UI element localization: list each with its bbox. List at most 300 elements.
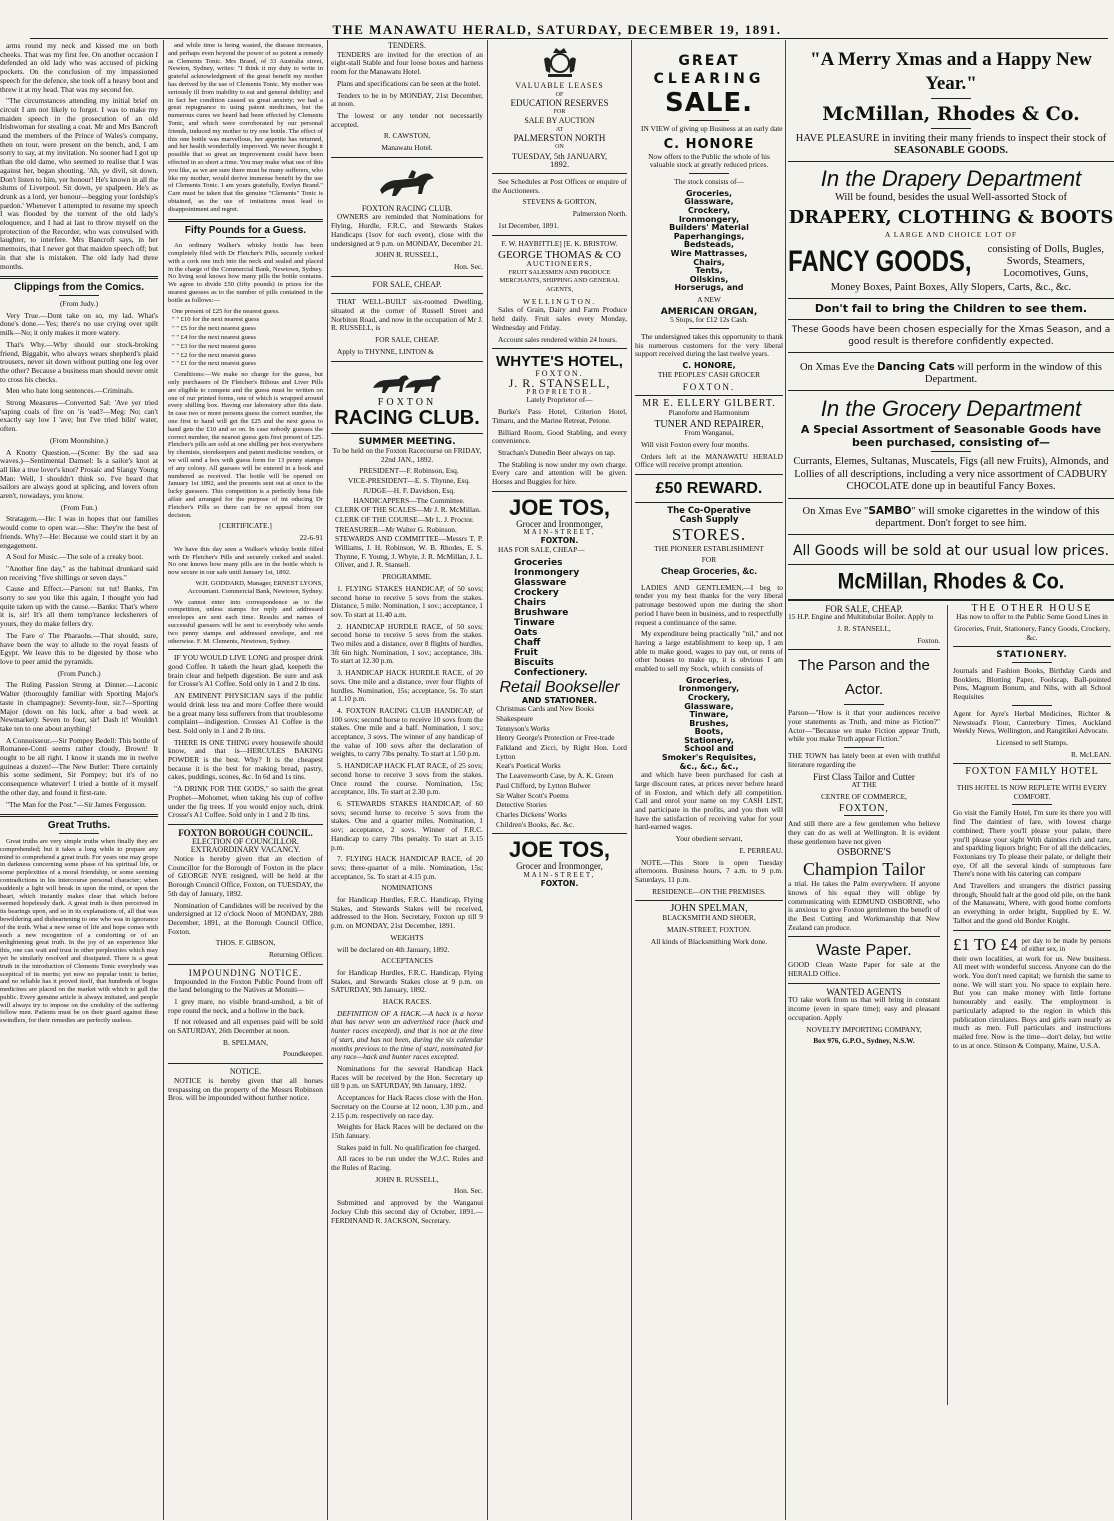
sambo-pre-text: On Xmas Eve " — [802, 505, 869, 517]
article-paragraph: "The circumstances attending my initial brief on circuit I am not likely to forget. I was to make my maiden speech in the prosecution of an old Irishwoman for stealing a coat. Mr and Mrs Bancroft and the members of the Prince of Wales's company, then on tour, were present on the bench, and, I am sorry to say, at my invitation. No sooner had I got up than the old dame, who seemed to realise that I was against her, began shouting, 'Ah, ye divil, sit down. Don't listen to him, yer honour! He's known in all the slums of Liverpool. Sit down, ye spalpeen. He's as drunk as a lord, yer honour—begging your lordship's pardon.' Whenever I attempted to resume my speech I was flooded by the torrent of the old lady's eloquence, and I had at last to throw myself on the protection of the Recorder, who was convulsed with laughter, to interfere. Mrs Bancroft says, in her memoirs, that I never got that maiden speech off; but in that she is mistaken. The old lady had three months. — [0, 96, 158, 271]
servant-label: Your obedient servant, — [675, 834, 743, 844]
hotel-paragraph: Burke's Pass Hotel, Criterion Hotel, Timaru, and the Marine Retreat, Petone. — [492, 407, 627, 425]
goods-item: Glassware, — [684, 197, 734, 207]
family-hotel-poem: Go visit the Family Hotel, I'm sure its there you will find The daintiest of fare, with lowest charge combined; There you'll please your palate, there you'll please your sight With dainties rich and rare, and sparkling liquors bright; For of all the delicacies, Foxtonians try To please their palate, or delight their eye, Of all the several kinds of sumptuous fare There's none with his catering can compare — [953, 808, 1111, 879]
leases-line: VALUABLE LEASES — [515, 81, 604, 90]
officer: PRESIDENT—F. Robinson, Esq. — [359, 466, 459, 476]
organ-heading: AMERICAN ORGAN, — [660, 306, 758, 317]
hack-paragraph: Stakes paid in full. No qualification fee charged. — [337, 1142, 481, 1152]
prize-item: " " £4 for the next nearest guess — [172, 334, 256, 341]
approval-paragraph: Submitted and approved by the Wanganui Jockey Club this second day of October, 1891.—FERDINAND R. JACKSON, Secretary. — [331, 1198, 483, 1225]
small-rule — [689, 328, 729, 329]
auctioneers-paragraph: Sales of Grain, Dairy and Farm Produce held daily. Fruit sales every Monday, Wednesday and Friday. — [492, 305, 627, 332]
books-list — [492, 705, 627, 829]
council-subheading: EXTRAORDINARY VACANCY. — [190, 845, 301, 855]
sale-subheading: FOR SALE, CHEAP. — [375, 335, 439, 345]
coop-goods-list — [635, 677, 783, 772]
rule — [788, 298, 1114, 299]
clipping-paragraph: "Another fine day," as the habitual drunkard said on receiving "five shillings or seven days." — [0, 563, 158, 582]
officer: CLERK OF THE SCALES—Mr J. R. McMillan. — [335, 505, 481, 515]
book-item: Paul Clifford, by Lytton Bulwer — [496, 780, 591, 790]
goods-item: Crockery, — [687, 692, 731, 702]
gilbert-subheading: Pianoforte and Harmonium — [668, 407, 750, 417]
coffee-ad: "A DRINK FOR THE GODS," so saith the great Prophet—Mohomet, when taking his cup of coffee under the fig trees. If you would enjoy such, drink Crosse's A1 Coffee. Sold only in 1 and 2 lb tins. — [168, 784, 323, 820]
leases-date: 1st December, 1891. — [498, 220, 559, 230]
earnings-row — [953, 935, 1111, 955]
tenders-paragraph: The lowest or any tender not necessarily accepted. — [331, 110, 483, 129]
mcmillan-heading: McMillan, Rhodes & Co. — [822, 103, 1080, 125]
rule — [492, 173, 627, 174]
thanks-paragraph: The undersigned takes this opportunity to thank his numerous customers for the very liberal support received during the last twelve years. — [635, 332, 783, 359]
racing-club-big-heading: RACING CLUB. — [334, 407, 480, 430]
sale-big-heading: SALE. — [664, 88, 754, 118]
osborne-heading: OSBORNE'S — [836, 847, 892, 859]
goods-item: Oilskins, — [689, 274, 729, 284]
prize-item: " " £2 for the next nearest guess — [172, 351, 256, 359]
column-divider — [487, 40, 488, 1520]
at-the-label: AT THE — [851, 780, 877, 790]
impound-paragraph: Impounded in the Foxton Public Pound from off the land belonging to the Natives at Motuiti— — [168, 976, 323, 995]
grocery-department-heading: In the Grocery Department — [820, 396, 1082, 421]
source-label: (From Moonshine.) — [50, 435, 108, 445]
honore-offer: Now offers to the Public the whole of his valuable stock at greatly reduced prices. — [648, 151, 770, 170]
book-item: Keat's Poetical Works — [496, 761, 561, 771]
goods-item: Oats — [514, 627, 538, 638]
rule — [635, 900, 783, 901]
auctioneers-trades: FRUIT SALESMEN AND PRODUCE MERCHANTS, SHIPPING AND GENERAL AGENTS, — [499, 268, 620, 294]
council-paragraph: Nomination of Candidates will be received by the undersigned at 12 o'clock Noon of MONDAY, 28th December, 1891, at the Borough Council Office, Foxton. — [168, 900, 323, 936]
gentlemen-paragraph: And still there are a few gentlemen who believe they can do as well at Wellington. It is evident these gentlemen have not given — [788, 819, 940, 846]
family-hotel-subheading: THIS HOTEL IS NOW REPLETE WITH EVERY COMFORT. — [956, 783, 1108, 801]
truths-paragraph: Great truths are very simple truths when finally they are comprehended; but it takes a long while to prepare any mind to comprehend a great truth. For years one may grope in darkness concerning some phase of his spiritual life, or some perplexities of a moral friendship, or some seeming contradictions in his intercourse personal character; when suddenly a light will break in upon the mind, or upon the heart, which instantly makes clear that which before seemed hopelessly dark. A great truth is then perceived in its bearings upon, and so in its explanations of, all that was bewildering and disheartening to one who was in ignorance of the truth. What a new sense of life and hope comes with such a new recognition of a comforting or of an enlightening great truth. In the joy of an experience like this, one can wait and trust in other perplexities which may yet be similarly resolved and dissipated. There is a great truth in the introduction of Clements Tonic everybody was sceptical of its merits; yet now no popular tonic is better, and no reliable has it proved itself, that hundreds of bogus medicines are placed on the market with which to gull the public. Every genuine article is always imitated, and people will always try to impose on the credulity of the suffering fellow men. Patients must be on their guard against these swindlers, for their remedies are perfectly useless. — [0, 837, 158, 1025]
goods-item: Ironmongery, — [678, 684, 740, 694]
earnings-heading: £1 TO £4 — [953, 934, 1018, 954]
rule — [788, 534, 1114, 535]
store-hours-note: NOTE.—This Store is open Tuesday afternoons. Business hours, 7 a.m. to 9 p.m. Saturdays, 11 p.m. — [635, 857, 783, 884]
tenders-paragraph: Tenders to be in by MONDAY, 21st December, at noon. — [331, 90, 483, 109]
sambo-text: SAMBO — [868, 504, 912, 517]
certificate-date: 22-6-91 — [299, 533, 323, 543]
programme-heading: PROGRAMME. — [382, 572, 432, 582]
novelty-company: NOVELTY IMPORTING COMPANY, — [806, 1024, 922, 1034]
family-hotel-poem: And Travellers and strangers the district passing through, Should halt at the good old pile, on the bank of the Manawatu, Where, with good home comforts an everything in order bright, Supplied by E. W. Talbot and the good old Border Knight. — [953, 881, 1111, 925]
spelman-address: MAIN-STREET. FOXTON. — [666, 924, 752, 934]
rule — [953, 763, 1111, 764]
goods-item: Brushes, — [689, 718, 729, 728]
joe-tos-street: MAIN-STREET, — [523, 871, 596, 880]
stationery-paragraph: Journals and Fashion Books, Birthday Cards and Booklets, Blotting Paper, Foolscap, Ball-pointed Pens, Magnum Bonum, and Nibs, with all School Requisites — [953, 666, 1111, 702]
column-divider — [947, 605, 948, 1405]
column-5 — [635, 42, 783, 1512]
clipping-paragraph: The Ruling Passion Strong at Dinner.—Laconic Walter (thoroughly familiar with Sporting Major's taste in champagne): Seventy-four, sir.?—Sporting Major (down on his luck, after a bad week at Newmarket): Seven to four, sir! Dash it! Wouldn't take ten to one about anything! — [0, 680, 158, 733]
town-paragraph: THE TOWN has lately been at even with truthful literature regarding the — [788, 751, 940, 769]
seasonable-goods-text: SEASONABLE GOODS. — [894, 145, 1008, 156]
pioneer-label: THE PIONEER ESTABLISHMENT — [654, 543, 764, 553]
lower-left-column — [788, 605, 940, 1050]
goods-item: Boots, — [694, 727, 724, 737]
rule — [788, 936, 940, 937]
george-thomas-heading: GEORGE THOMAS & CO — [498, 249, 621, 262]
joe-tos-paragraph: HAS FOR SALE, CHEAP— — [498, 544, 585, 554]
small-rule — [844, 815, 884, 816]
column-divider — [163, 40, 164, 1520]
column-divider — [631, 40, 632, 1520]
racing-signature-title: Hon. Sec. — [454, 261, 483, 271]
organ-price: 5 Stops, for £12 12s Cash. — [670, 315, 748, 325]
tenders-signature-title: Manawatu Hotel. — [381, 143, 433, 153]
usual-prices-heading: All Goods will be sold at our usual low prices. — [792, 542, 1110, 559]
council-signature-title: Returning Officer. — [268, 950, 323, 960]
novelty-address: Box 976, G.P.O., Sydney, N.S.W. — [813, 1036, 915, 1046]
rule — [788, 649, 940, 650]
racing-paragraph: OWNERS are reminded that Nominations for Flying, Hurdle, F.R.C, and Stewards Stakes Handicaps (1sov for each event), close with the undersigned at 9 p.m. on MONDAY, December 21. — [331, 212, 483, 248]
fancy-goods-row — [788, 244, 1114, 280]
rule — [788, 352, 1114, 353]
chosen-paragraph: These Goods have been chosen especially for the Xmas Season, and a good result is therefore confidently expected. — [791, 325, 1111, 347]
tenders-paragraph: Plans and specifications can be seen at the hotel. — [337, 78, 481, 88]
stationery-heading: STATIONERY. — [996, 650, 1068, 661]
clipping-paragraph: Strong Measures—Converted Sal: 'Ave yer tried 'saping coals of fire on 'is 'ead?—Meg: No; can't exactly say low I 'ave; but I've tried bilin' water, often. — [0, 398, 158, 434]
tenders-paragraph: TENDERS are invited for the erection of an eight-stall Stable and four loose boxes and harness room for the Manawatu Hotel. — [331, 49, 483, 77]
hack-paragraph: Acceptances for Hack Races close with the Hon. Secretary on the Course at 12 noon, 1.30 p.m., and 2.15 p.m. respectively on race day. — [331, 1093, 483, 1120]
racing-club-town: FOXTON — [377, 396, 437, 408]
drapery-paragraph: Will be found, besides the usual Well-assorted Stock of — [834, 192, 1068, 203]
rule — [788, 498, 1114, 499]
prize-item: One present of £25 for the nearest guess. — [172, 307, 280, 315]
clipping-paragraph: Men who hate long sentences.—Criminals. — [6, 386, 134, 396]
prize-list — [168, 308, 323, 369]
auctioneers-paragraph: Account sales rendered within 24 hours. — [498, 334, 618, 344]
small-rule — [1012, 705, 1052, 706]
nominations-heading: NOMINATIONS — [381, 883, 433, 893]
dancing-cats-text: Dancing Cats — [876, 361, 955, 373]
certificate-heading: [CERTIFICATE.] — [219, 521, 272, 531]
rule — [953, 930, 1111, 931]
rule — [788, 564, 1114, 565]
clipping-paragraph: Very True.—Dont take on so, my lad. What's done's done.—Yes; there's no use crying over spilt milk—No; it only makes it more watery. — [0, 310, 158, 338]
goods-item: Ironmongery — [514, 567, 580, 578]
hack-paragraph: Nominations for the several Handicap Hack Races will be received by the Hon. Secretary up till 9 p.m. on SATURDAY, 9th January, 1892. — [331, 1063, 483, 1091]
cheap-groceries-heading: Cheap Groceries, &c. — [660, 566, 758, 577]
small-rule — [59, 295, 99, 296]
leases-line: OF — [555, 91, 564, 98]
mcmillan-footer-heading: McMillan, Rhodes & Co. — [837, 569, 1065, 594]
proprietor-name: J. R. STANSELL, — [508, 375, 611, 390]
leases-line: TUESDAY, 5th JANUARY, — [511, 150, 608, 161]
rule — [788, 599, 1114, 601]
small-rule — [931, 451, 971, 452]
engine-sale-paragraph: 15 H.P. Engine and Multitubular Boiler. Apply to — [788, 612, 934, 622]
reward-heading: £50 REWARD. — [655, 480, 763, 498]
clipping-paragraph: A Knotty Question.—(Scene: By the sad sea waves.)—Sentimental Damsel: Is a sailor's knot at all like a true lover's knot? Prosaic and Slangy Young Man: Well, I shouldn't think so. I've heard that sailors are always good at splicing, and lovers often aren't, nowadays, you know. — [0, 447, 158, 501]
goods-item: Groceries, — [685, 675, 733, 685]
cats-pre-text: On Xmas Eve the — [799, 362, 875, 373]
fifty-paragraph: An ordinary Walker's whisky bottle has been completely filed with Dr Fletcher's Pills, securely corked with a cork one inch into the neck and sealed and placed in the charge of the Commercial Bank, Newtown, Sydney. No living soul knows how many pills the bottle contains. We agree to divide £50 (fifty pounds) in prizes for the nearest guesses as to the number of pills contained in the bottle as follows:— — [168, 242, 323, 304]
certificate-note: We cannot enter into correspondence as to the competition, unless stamps for reply and addressed envelopes are sent each time. Results and names of successful guessers will be sent to everybody who sends two penny stamps and addressed envelope, and not otherwise. F. M. Clements, Newtown, Sydney. — [168, 598, 323, 645]
grocery-paragraph: Currants, Elemes, Sultanas, Muscatels, Figs (all new Fruits), Almonds, and Lollies of all descriptions, including a very nice assortment of CADBURY CHOCOLATE done up in beautiful Fancy Boxes. — [793, 456, 1109, 492]
impound-detail: 1 grey mare, no visible brand-unshod, a bit of rope round the neck, and a hollow in the back. — [168, 996, 323, 1015]
goods-item: Groceries, — [685, 188, 733, 198]
hack-races-heading: HACK RACES. — [382, 997, 432, 1007]
spelman-heading: JOHN SPELMAN, — [670, 903, 748, 915]
prize-item: " " £1 for the next nearest guess — [172, 360, 256, 368]
fancy-goods-items-2: Money Boxes, Paint Boxes, Ally Slopers, Carts, &c., &c. — [830, 282, 1072, 293]
gilbert-from: From Wanganui, — [684, 428, 734, 438]
hack-signature-title: Hon. Sec. — [454, 1186, 483, 1196]
whytes-hotel-heading: WHYTE'S HOTEL, — [496, 353, 623, 371]
rule — [168, 1063, 323, 1064]
auctioneer-names: F. W. HAYBITTLE] [E. K. BRISTOW. — [501, 238, 618, 248]
clipping-paragraph: "The Man for the Post."—Sir James Fergusson. — [6, 799, 147, 809]
lately-label: Lately Proprietor of— — [526, 395, 593, 405]
rule — [331, 157, 483, 158]
goods-item: Ironmongery, — [678, 214, 740, 224]
goods-item: School and — [684, 744, 734, 754]
officer: CLERK OF THE COURSE—Mr L. J. Proctor. — [335, 514, 474, 524]
small-rule — [931, 98, 971, 99]
hack-signature: JOHN R. RUSSELL, — [375, 1174, 439, 1184]
rule — [953, 646, 1111, 647]
officer: VICE-PRESIDENT—E. S. Thynne, Esq. — [347, 476, 470, 486]
nominations-paragraph: for Handicap Hurdles, F.R.C. Handicap, Flying Stakes, and Stewards Stakes will be received, addressed to the Hon. Secretary, Foxton up till 9 p.m. on MONDAY, 21st December, 1891. — [331, 895, 483, 931]
column-2 — [168, 42, 323, 1512]
family-hotel-heading: FOXTON FAMILY HOTEL — [965, 766, 1099, 778]
tenders-heading: TENDERS. — [388, 42, 426, 50]
rule — [331, 433, 483, 434]
proprietor-label: PROPRIETOR. — [526, 387, 593, 396]
goods-item: Brushware — [514, 607, 569, 618]
section-rule — [0, 276, 158, 279]
goods-item: Glassware, — [684, 701, 734, 711]
drapery-big-heading: DRAPERY, CLOTHING & BOOTS — [788, 207, 1114, 228]
rule — [492, 235, 627, 236]
rule — [331, 361, 483, 362]
council-subheading: ELECTION OF COUNCILLOR. — [192, 836, 299, 846]
racehorses-icon — [367, 366, 447, 396]
newspaper-title: THE MANAWATU HERALD, SATURDAY, DECEMBER 19, 1891. — [332, 22, 782, 37]
rule — [492, 348, 627, 349]
cash-grocer-label: THE PEOPLES' CASH GROCER — [657, 369, 761, 379]
honore-heading: C. HONORE — [663, 136, 755, 152]
clipping-paragraph: The Fare o' The Pharaohs.—That should, sure, have been the way to allude to the royal feasts of Egypt. We leave this to be digested by those who love to peer amid the pyramids. — [0, 630, 158, 666]
earnings-side-text: per day to be made by persons of either sex, in — [1021, 936, 1111, 953]
rule — [492, 833, 627, 834]
coffee-ad: IF YOU WOULD LIVE LONG and prosper drink good Coffee. It taketh the heart glad, keepeth the brain clear and helpeth digestion. Be sure and ask for Crosse's A1 Coffee. Sold only in 1 and 2 lb tins. — [168, 653, 323, 689]
goods-item: Fruit — [514, 647, 538, 658]
leases-line: PALMERSTON NORTH — [513, 133, 606, 144]
leases-line: 1892. — [549, 159, 570, 170]
rule — [788, 319, 1114, 320]
waste-paper-paragraph: GOOD Clean Waste Paper for sale at the HERALD Office. — [788, 960, 940, 979]
acceptances-paragraph: for Handicap Hurdles, F.R.C. Handicap, Flying Stakes, and Stewards Stakes close at 9 p.m. on SATURDAY, 9th January, 1892. — [331, 967, 483, 995]
clipping-paragraph: A Connoisseur.—Sir Pompey Bedell: This bottle of Romanee-Conti seems rather cloudy, Brown! It ought to be all right. I know it stands me in twelve guineas a dozen!—The New Butler: There certainly his some sediment, Sir Pompey; but it's of no consequence whatever! I tried a bottle of it myself the other day, and found it first-rate. — [0, 735, 158, 797]
coop-heading: The Co-Operative — [667, 506, 751, 517]
cash-supply-heading: Cash Supply — [679, 514, 739, 525]
agent-paragraph: Agent for Ayre's Herbal Medicines, Richter & Newstead's Flour, Canterbury Times, Auckland Weekly News, Wellington, and Rangitikei Advocate. — [953, 708, 1111, 736]
baking-powder-ad: THERE IS ONE THING every housewife should know, and that is—HERCULES BAKING POWDER is the best. Why? It is the cheapest because it is the best for making bread, pastry, cakes, puddings, scones, &c. In 6d and 1s tins. — [168, 737, 323, 782]
programme-item: 7. FLYING HACK HANDICAP RACE, of 20 sovs; three-quarter of a mile. Nomination, 15s; acceptance, 5s. To start at 4.15 p.m. — [331, 854, 483, 881]
leases-line: AT — [555, 126, 564, 133]
officer: STEWARDS AND COMMITTEE—Messrs T. P. Williams, J. H. Robinson, W. B. Rhodes, E. S. Thynne, F. Young, J. Whyte, J. R. McMillan, J. L. Oliver, and J. R. Stansell. — [335, 534, 483, 570]
joe-tos-town: FOXTON. — [540, 536, 579, 546]
earnings-paragraph: their own localities, at work for us. New business. All meet with wonderful success. Anyone can do the work. You don't need capital; we furnish the same to none. We will start you. No space to explain here. But you can make money with little fortune honourably and easily. The employment is particularly adapted to the region in which this publication circulates. Boys and girls earn nearly as much as men. Full particulars and instructions mailed free. Now is the time—don't delay, but write to us at once. Stinson & Company, Maine, U.S.A. — [953, 953, 1111, 1050]
other-house-paragraph: Has now to offer to the Public Some Good Lines in — [956, 612, 1108, 622]
for-label: FOR — [701, 555, 717, 565]
joe-tos-town: FOXTON. — [540, 878, 579, 888]
tenders-signature: R. CAWSTON, — [383, 131, 431, 141]
royal-crest-icon — [540, 45, 580, 79]
joe-tos-heading: JOE TOS, — [508, 837, 611, 863]
goods-item: Glassware — [514, 577, 567, 588]
certificate-paragraph: We have this day seen a Walker's whisky bottle filled with Dr Fletcher's Pills and securely corked and sealed. No one knows how many pills are in the bottle which is now secure in our safe until January 1st, 1892. — [168, 545, 323, 577]
gilbert-heading: MR E. ELLERY GILBERT. — [642, 398, 776, 410]
other-house-heading: THE OTHER HOUSE — [971, 602, 1093, 614]
rule — [331, 293, 483, 294]
other-house-goods: Groceries, Fruit, Stationery, Fancy Goods, Crockery, &c. — [954, 623, 1110, 642]
masthead-rule — [30, 38, 1108, 39]
hack-definition: DEFINITION OF A HACK.—A hack is a horse that has never won an advertised race (hack and hunter races excepted), and that is not at the time of start, and has not been, during the six calendar months previous to the time of start, nominated for any race—hack and hunter races excepted. — [331, 1008, 483, 1062]
impound-heading: IMPOUNDING NOTICE. — [188, 967, 303, 978]
column-4 — [492, 42, 627, 1512]
sambo-post-text: " will smoke cigarettes in the window of this department. Don't forget to see him. — [875, 505, 1100, 529]
wellington-label: WELLINGTON. — [522, 296, 597, 306]
large-lot-label: A LARGE AND CHOICE LOT OF — [884, 230, 1018, 239]
goods-item: Crockery, — [687, 206, 731, 215]
clearing-intro: IN VIEW of giving up Business at an early date — [641, 124, 783, 133]
certificate-signature: W.H. GODDARD, Manager, ERNEST LYONS, Accountant. Commercial Bank, Newtown, Sydney. — [187, 579, 323, 595]
small-rule — [1012, 779, 1052, 780]
stock-label: The stock consists of— — [674, 177, 744, 187]
wanted-agents-heading: WANTED AGENTS — [826, 986, 902, 997]
gilbert-paragraph: Orders left at the MANAWATU HERALD Office will receive prompt attention. — [635, 451, 783, 470]
source-label: (From Fun.) — [60, 502, 98, 512]
tonic-paragraph: and while time is being wasted, the disease increases, and perhaps even beyond the power of so potent a remedy as Clements Tonic. Mrs Brand, of 33 Australia street, Newton, Sydney, writes: "I think it my duty to write in grateful acknowledgment of the great benefit my mother has derived by the use of Clements Tonic. My mother was seriously ill from inability to eat and general debility; and in fact her condition caused us great anxiety; we had a great repugnance to using patent medicines, but the numerous cures we heard had been effected by Clements Tonic, and which were corroborated by our personal friends, induced my mother to try one bottle. The effect of this one bottle was marvellous, her appetite has returned, and her health wonderfully improved. We never thought it possible that so great an improvement could have been effected in so short a time. You may make what use of this you like, as we are sure there must be many sufferers, who like my mother, would derive immense benefit by the use of Clements Tonic. I am yours gratefully, Evelyn Brand." Care must be taken that the genuine "Clements" Tonic is obtained, as the use of imitations must lead to disappointment and regret. — [168, 42, 323, 213]
purchase-paragraph: and which have been purchased for cash at large discount rates, at prices never before heard of in Foxton, and which defy all competition. Call and enrol your name on my CASH LIST, and participate in the profits, and you then will have the satisfaction of receiving value for your hard-earned wages. — [635, 770, 783, 832]
leases-line: ON — [555, 143, 564, 150]
joe-tos-subheading: Grocer and Ironmonger, — [516, 861, 603, 872]
hack-paragraph: All races to be run under the W.J.C. Rules and the Rules of Racing. — [331, 1154, 483, 1173]
lower-columns — [788, 602, 1114, 1405]
hotel-paragraph: Billiard Room, Good Stabling, and every convenience. — [492, 427, 627, 446]
tailor-cutter-heading: First Class Tailor and Cutter — [813, 771, 915, 782]
goods-item: Wire Mattrasses, — [670, 248, 748, 258]
new-label: A NEW — [697, 294, 721, 304]
rule — [788, 390, 1114, 391]
section-rule — [168, 219, 323, 222]
goods-item: Stationery, — [684, 735, 734, 745]
goods-item: Chairs, — [693, 257, 725, 267]
leases-signature-town: Palmerston North. — [572, 209, 627, 219]
small-rule — [844, 747, 884, 748]
programme-item: 1. FLYING STAKES HANDICAP, of 50 sovs; second horse to receive 5 sovs from the stakes. Distance, 5 mile. Nomination, 1 sov.; acceptance, 1 sov. To start at 11.40 a.m. — [331, 583, 483, 619]
coffee-ad: AN EMINENT PHYSICIAN says if the public would drink less tea and more Coffee there would be a great many less sufferers from that troublesome complaint—indigestion. Crosses A1 Coffee is the best. Sold only in 1 and 2 lb tins. — [168, 691, 323, 735]
programme-item: 3. HANDICAP HACK HURDLE RACE, of 20 sovs. One mile and a distance, over four flights of hurdles. Nomination, 15s; acceptance, 5s. To start at 1.10 p.m. — [331, 668, 483, 704]
engine-sale-town: Foxton. — [917, 635, 940, 645]
honore-signature: C. HONORE, — [682, 361, 736, 371]
joe-tos-subheading: Grocer and Ironmonger, — [516, 518, 603, 529]
column-divider — [785, 40, 786, 1520]
town-label: FOXTON. — [682, 381, 736, 392]
weights-heading: WEIGHTS — [390, 932, 424, 942]
centre-commerce-label: CENTRE OF COMMERCE, — [820, 791, 908, 801]
lower-right-column — [953, 602, 1111, 1054]
small-rule — [689, 173, 729, 174]
book-item: Sir Walter Scott's Poems — [496, 790, 569, 800]
prize-item: " " £3 for the next nearest guess — [172, 342, 256, 350]
clearing-goods-list — [635, 190, 783, 293]
leases-line: FOR — [553, 109, 566, 116]
clippings-heading: Clippings from the Comics. — [13, 282, 144, 294]
goods-item: Confectionery. — [514, 667, 588, 678]
impound-paragraph: If not released and all expenses paid will be sold on SATURDAY, 26th December at noon. — [168, 1017, 323, 1036]
rule — [168, 649, 323, 650]
programme-item: 5. HANDICAP HACK FLAT RACE, of 25 sovs; second horse to receive 3 sovs from the stakes. Once round the course. Nomination, 15s; acceptance, 10s. To start at 2.30 p.m. — [331, 761, 483, 797]
hotel-paragraph: The Stabling is now under my own charge. Every care and attention will be given. Horses and Buggies for hire. — [492, 459, 627, 487]
children-heading: Don't fail to bring the Children to see them. — [814, 302, 1088, 315]
have-pleasure-text: HAVE PLEASURE in inviting their many friends to inspect their stock of — [795, 133, 1107, 144]
gilbert-paragraph: Will visit Foxton every four months. — [641, 440, 750, 450]
leases-signature: STEVENS & GORTON, — [522, 197, 597, 207]
hotel-paragraph: Strachan's Dunedin Beer always on tap. — [498, 447, 616, 457]
spelman-paragraph: All kinds of Blacksmithing Work done. — [650, 936, 768, 946]
racing-club-heading: FOXTON RACING CLUB. — [361, 203, 453, 213]
fancy-goods-items: consisting of Dolls, Bugles, Swords, Steamers, Locomotives, Guns, — [987, 244, 1104, 279]
great-truths-heading: Great Truths. — [47, 820, 111, 832]
acceptances-heading: ACCEPTANCES — [381, 956, 433, 966]
officer: TREASURER—Mr Walter G. Robinson. — [335, 524, 457, 534]
fifty-pounds-heading: Fifty Pounds for a Guess. — [184, 224, 307, 236]
dancing-cats-paragraph — [788, 361, 1114, 386]
goods-item: Tinware, — [689, 710, 729, 720]
clipping-paragraph: Cause and Effect.—Parson: tut tut! Banks, I'm sorry to see you like this again, I thought you had quite taken up with the cause.—Banks: That's where it is, sir! It's all them temp'rance lecksherers of yours, they do make fellers dry. — [0, 584, 158, 629]
clearing-heading: CLEARING — [653, 71, 765, 87]
rule — [168, 964, 323, 965]
goods-item: &c., &c., &c., — [679, 761, 739, 771]
goods-item: Biscuits — [514, 657, 554, 668]
trial-paragraph: a trial. He takes the Palm everywhere. If anyone knows of his equal they will oblige by communicating with EDMUND OSBORNE, who is anxious to give Foxton gentlemen the benefit of the Best Cutting and Workmanship that New Zealand can produce. — [788, 879, 940, 932]
council-heading: FOXTON BOROUGH COUNCIL. — [178, 827, 313, 838]
rule — [788, 983, 940, 984]
parson-paragraph: Parson—"How is it that your audiences receive your statements as Truth, and mine as Fiction?" Actor—"Because we make Fiction appear Truth, while you make Truth appear Fiction." — [788, 708, 940, 744]
council-paragraph: Notice is hereby given that an election of Councillor for the Borough of Foxton in the place of GEORGE NYE resigned, will be held at the Borough Council Office, Foxton, on TUESDAY, the 5th day of January, 1892. — [168, 854, 323, 898]
small-rule — [1012, 662, 1052, 663]
wanted-agents-paragraph: TO take work from us that will bring in constant income (even in spare time); easy and pleasant occupation. Apply — [788, 995, 940, 1022]
sale-heading: FOR SALE, CHEAP. — [372, 279, 442, 289]
hack-paragraph: Weights for Hack Races will be declared on the 15th January. — [331, 1122, 483, 1140]
whytes-town: FOXTON. — [535, 369, 584, 379]
source-label: (From Punch.) — [57, 668, 101, 678]
clipping-paragraph: A Soul for Music.—The sole of a creaky boot. — [6, 552, 144, 562]
rule — [635, 395, 783, 396]
leases-line: EDUCATION RESERVES — [510, 98, 609, 109]
spelman-subheading: BLACKSMITH AND SHOER, — [662, 913, 756, 923]
goods-item: Horserugs, and — [674, 283, 744, 293]
notice-paragraph: NOTICE is hereby given that all horses trespassing on the property of the Messrs Robinson Bros. will be impounded without further notice. — [168, 1075, 323, 1103]
goods-item: Tents, — [695, 266, 723, 276]
rule — [635, 474, 783, 475]
small-rule — [226, 237, 266, 238]
small-rule — [59, 833, 99, 834]
racing-signature: JOHN R. RUSSELL, — [375, 250, 439, 260]
prize-item: " " £5 for the next nearest guess — [172, 325, 256, 333]
programme-item: 6. STEWARDS STAKES HANDICAP, of 60 sovs; second horse to receive 5 sovs from the stakes. One and a quarter miles. Nomination, 1 sov; acceptance, 2 sovs. Winner of F.R.C. Handicap to carry 7lbs penalty. To start at 3.15 p.m. — [331, 799, 483, 852]
goods-item: Smoker's Requisites, — [661, 753, 757, 763]
officer: JUDGE—H. F. Davidson, Esq. — [363, 485, 455, 495]
tuner-heading: TUNER AND REPAIRER, — [654, 418, 764, 430]
leases-line: SALE BY AUCTION — [524, 115, 595, 125]
engine-sale-signature: J. R. STANSELL, — [837, 623, 891, 633]
prize-item: " " £10 for the next nearest guess — [172, 316, 260, 324]
